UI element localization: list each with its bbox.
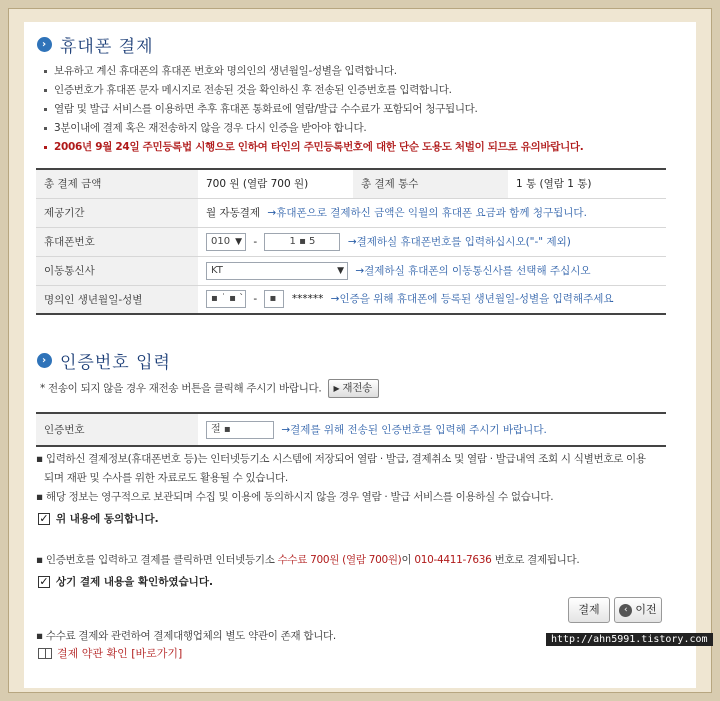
note-item: 인증번호가 휴대폰 문자 메시지로 전송된 것을 확인하신 후 전송된 인증번호를 입력합니다. [44, 81, 583, 100]
chevron-down-icon: ▼ [235, 236, 242, 247]
period-label: 제공기간 [36, 198, 198, 227]
agree-checkbox-row[interactable] [38, 511, 159, 526]
period-hint: →휴대폰으로 결제하신 금액은 익월의 휴대폰 요금과 함께 청구됩니다. [267, 207, 587, 219]
consent-line: ▪ 입력하신 결제정보(휴대폰번호 등)는 인터넷등기소 시스템에 저장되어 열람 · 발급, 결제취소 및 열람 · 발급내역 조회 시 식별번호로 이용 [36, 453, 646, 465]
total-amount-value: 700 원 (열람 700 원) [198, 169, 353, 198]
dash-separator: - [253, 235, 258, 248]
table-row [36, 256, 666, 285]
asterisk: * [40, 382, 45, 395]
table-row [36, 227, 666, 256]
table-row [36, 198, 666, 227]
phone-hint: →결제하실 휴대폰번호를 입력하십시오("-" 제외) [347, 235, 571, 248]
dash-separator: - [253, 293, 258, 306]
payment-note-text: 인증번호를 입력하고 결제를 클릭하면 인터넷등기소 [45, 554, 278, 566]
payment-fee: 수수료 700원 (열람 700원) [277, 554, 402, 566]
section-title-text: 휴대폰 결제 [60, 37, 154, 57]
total-count-value: 1 통 (열람 1 통) [508, 169, 666, 198]
code-hint: →결제를 위해 전송된 인증번호를 입력해 주시기 바랍니다. [281, 423, 547, 436]
terms-link[interactable] [38, 645, 182, 661]
payment-note: ▪ 인증번호를 입력하고 결제를 클릭하면 인터넷등기소 수수료 700원 (열람 700원)이 010-4411-7636 번호로 결제됩니다. [36, 554, 580, 566]
auth-code-input[interactable]: 절 ▪ [206, 421, 274, 439]
section-title-text: 인증번호 입력 [60, 353, 171, 373]
note-item: 열람 및 발급 서비스를 이용하면 추후 휴대폰 통화료에 열람/발급 수수료가 포함되어 청구됩니다. [44, 100, 583, 119]
birth-hint: →인증을 위해 휴대폰에 등록된 생년월일-성별을 입력해주세요 [330, 293, 614, 306]
carrier-label: 이동통신사 [36, 256, 198, 285]
total-amount-label: 총 결제 금액 [36, 169, 198, 198]
agree-label: 위 내용에 동의합니다. [56, 513, 159, 525]
note-item-warning: 2006년 9월 24일 주민등록법 시행으로 인하여 타인의 주민등록번호에 대한 단순 도용도 처벌이 되므로 유의바랍니다. [44, 138, 583, 157]
period-value: 월 자동결제 [206, 207, 261, 219]
birth-label: 명의인 생년월일-성별 [36, 285, 198, 314]
carrier-cell [198, 256, 666, 285]
checkbox-checked-icon[interactable]: ✓ [39, 511, 49, 525]
period-cell [198, 198, 666, 227]
consent-line: 되며 재판 및 수사를 위한 자료로도 활용될 수 있습니다. [44, 472, 288, 484]
terms-note-text: 수수료 결제와 관련하여 결제대행업체의 별도 약관이 존재 합니다. [45, 630, 336, 642]
consent-line: ▪ 해당 정보는 영구적으로 보관되며 수집 및 이용에 동의하시지 않을 경우 열람 · 발급 서비스를 이용하실 수 없습니다. [36, 491, 554, 503]
payment-panel [24, 22, 696, 688]
chevron-right-icon: › [37, 37, 52, 52]
auth-code-table [36, 412, 666, 447]
resend-button-label: 재전송 [342, 382, 372, 394]
code-label: 인증번호 [36, 413, 198, 446]
birth-date-input[interactable]: ▪ ˙ ▪ ` [206, 290, 246, 308]
consent-text: 입력하신 결제정보(휴대폰번호 등)는 인터넷등기소 시스템에 저장되어 열람 · 발급, 결제취소 및 열람 · 발급내역 조회 시 식별번호로 이용 [45, 453, 646, 465]
section-title-auth-code [37, 348, 171, 373]
payment-notes [44, 62, 583, 157]
prev-button[interactable] [614, 597, 662, 623]
carrier-value: KT [211, 264, 223, 276]
birth-cell [198, 285, 666, 314]
watermark-url: http://ahn5991.tistory.com [546, 633, 713, 646]
back-arrow-icon: ‹ [619, 604, 632, 617]
birth-mask: ****** [291, 293, 324, 306]
phone-prefix-select[interactable] [206, 233, 246, 251]
phone-number-input[interactable]: 1 ▪ 5 [264, 233, 340, 251]
checkbox-checked-icon[interactable]: ✓ [39, 574, 49, 588]
chevron-down-icon: ▼ [337, 265, 344, 276]
consent-paragraph-1 [36, 450, 646, 507]
resend-button[interactable] [328, 379, 378, 398]
prev-button-label: 이전 [635, 603, 657, 616]
resend-note: 전송이 되지 않을 경우 재전송 버튼을 클릭해 주시기 바랍니다. [48, 382, 322, 395]
table-row [36, 169, 666, 198]
table-row [36, 413, 666, 446]
section-title-phone-payment [37, 32, 154, 57]
table-row [36, 285, 666, 314]
terms-link-text[interactable]: 결제 약관 확인 [바로가기] [57, 647, 183, 660]
pay-button[interactable]: 결제 [568, 597, 610, 623]
payment-note-text: 번호로 결제됩니다. [491, 554, 580, 566]
payment-phone: 010-4411-7636 [414, 554, 492, 566]
confirm-checkbox-row[interactable] [38, 574, 213, 589]
carrier-hint: →결제하실 휴대폰의 이동통신사를 선택해 주십시오 [355, 264, 591, 277]
play-icon: ▶ [333, 384, 340, 393]
carrier-select[interactable] [206, 262, 348, 280]
phone-label: 휴대폰번호 [36, 227, 198, 256]
chevron-right-icon: › [37, 353, 52, 368]
note-item: 보유하고 계신 휴대폰의 휴대폰 번호와 명의인의 생년월일-성별을 입력합니다. [44, 62, 583, 81]
note-item: 3분이내에 결제 혹은 재전송하지 않을 경우 다시 인증을 받아야 합니다. [44, 119, 583, 138]
phone-cell [198, 227, 666, 256]
gender-input[interactable]: ▪ [264, 290, 284, 308]
total-count-label: 총 결제 통수 [353, 169, 508, 198]
phone-prefix-value: 010 [211, 235, 231, 247]
payment-note-text: 이 [401, 554, 415, 566]
payment-form-table [36, 168, 666, 315]
terms-note: ▪ 수수료 결제와 관련하여 결제대행업체의 별도 약관이 존재 합니다. [36, 630, 336, 642]
resend-note-row [40, 379, 379, 399]
consent-text: 해당 정보는 영구적으로 보관되며 수집 및 이용에 동의하시지 않을 경우 열람 · 발급 서비스를 이용하실 수 없습니다. [45, 491, 554, 503]
code-cell [198, 413, 666, 446]
confirm-label: 상기 결제 내용을 확인하였습니다. [56, 576, 213, 588]
book-icon [38, 648, 52, 659]
